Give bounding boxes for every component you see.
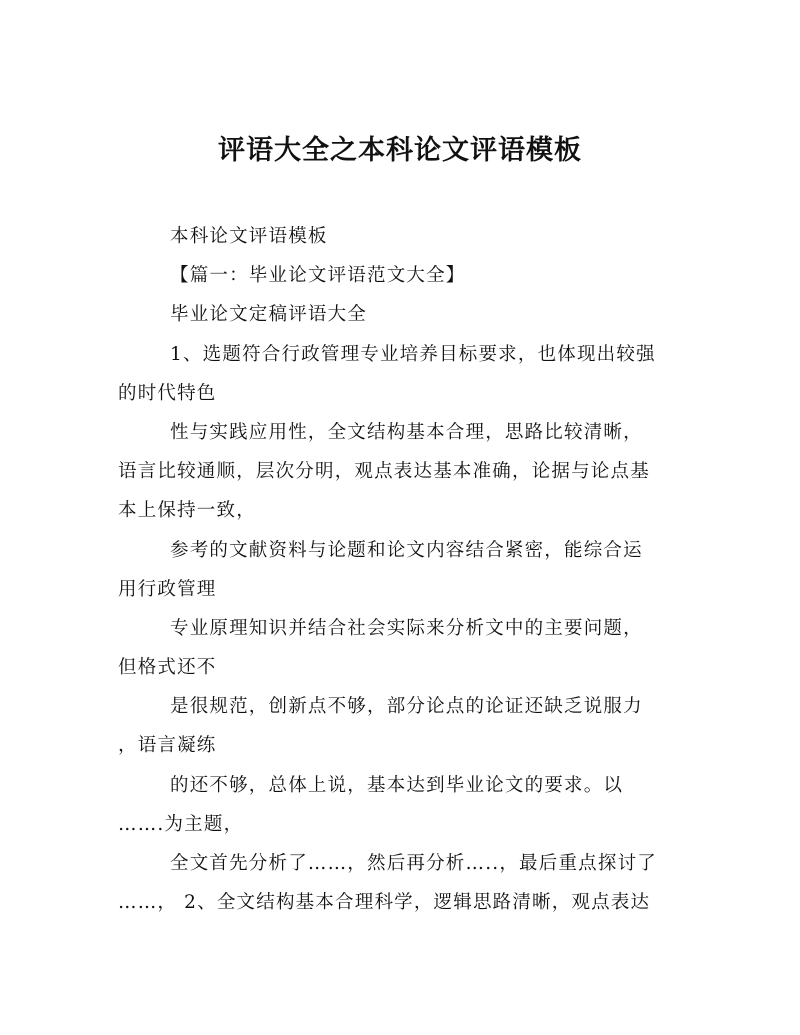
body-line: 【篇一：毕业论文评语范文大全】 [170,265,466,287]
body-line: ……， 2、全文结构基本合理科学，逻辑思路清晰，观点表达 [118,892,651,914]
body-line: 用行政管理 [118,578,217,600]
body-line: ，语言凝练 [118,735,217,757]
body-line: 毕业论文定稿评语大全 [170,304,368,326]
document-body [118,217,693,922]
body-line: …….为主题， [118,813,244,835]
body-line: 但格式还不 [118,657,217,679]
body-line: 语言比较通顺，层次分明，观点表达基本准确，论据与论点基 [118,461,650,483]
document-title: 评语大全之本科论文评语模板 [218,135,582,166]
body-line: 专业原理知识并结合社会实际来分析文中的主要问题， [170,617,643,639]
body-line: 参考的文献资料与论题和论文内容结合紧密，能综合运 [170,539,643,561]
body-line: 的还不够，总体上说，基本达到毕业论文的要求。以 [170,774,624,796]
body-line: 本上保持一致， [118,500,256,522]
body-line: 全文首先分析了……，然后再分析…..，最后重点探讨了 [170,853,657,874]
body-line: 1、选题符合行政管理专业培养目标要求，也体现出较强 [170,343,656,365]
body-line: 本科论文评语模板 [170,226,328,247]
body-line: 是很规范，创新点不够，部分论点的论证还缺乏说服力 [170,696,643,718]
body-line: 的时代特色 [118,382,217,404]
body-line: 性与实践应用性，全文结构基本合理，思路比较清晰， [170,421,643,443]
